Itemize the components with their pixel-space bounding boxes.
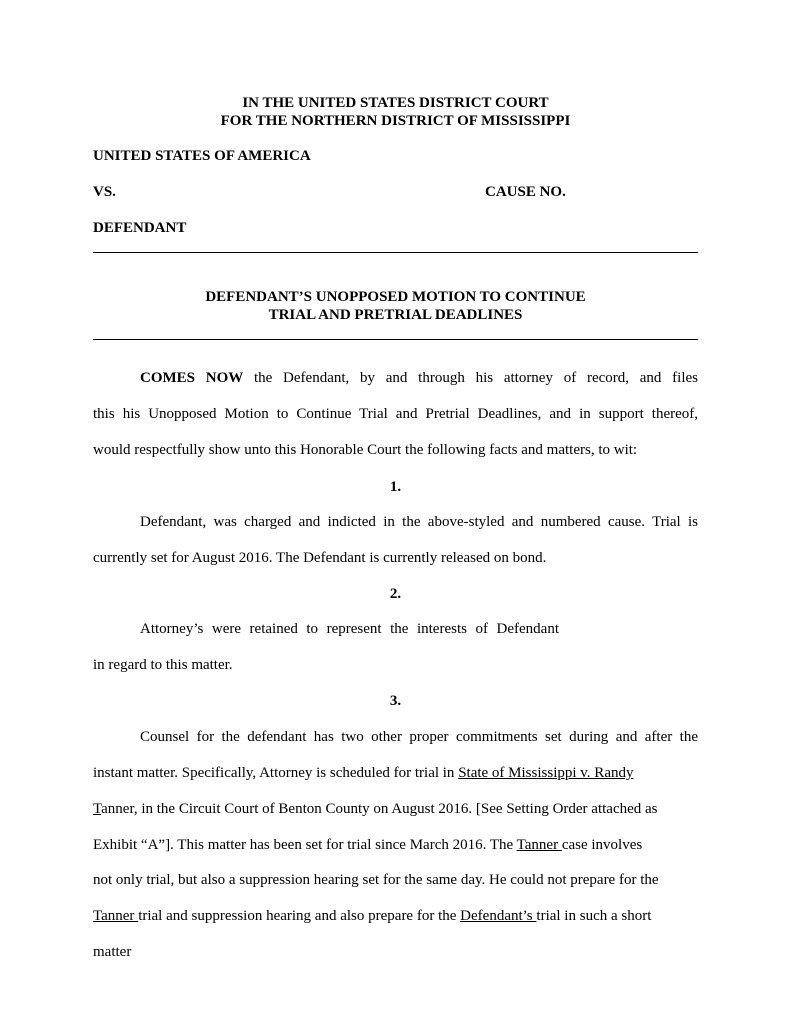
title-divider — [93, 339, 698, 340]
intro-line2: this his Unopposed Motion to Continue Trial and Pretrial Deadlines, and in support thereof, — [93, 406, 698, 422]
versus-label: VS. — [93, 184, 116, 200]
section3-line5: not only trial, but also a suppression hearing set for the same day. He could not prepare for the — [93, 872, 659, 888]
comes-now-lead: COMES NOW — [140, 370, 244, 386]
section3-line3: Tanner, in the Circuit Court of Benton County on August 2016. [See Setting Order attached as — [93, 801, 658, 817]
section-number-2: 2. — [389, 586, 402, 602]
section2-line1: Attorney’s were retained to represent the interests of Defendant — [140, 621, 559, 637]
section1-line1: Defendant, was charged and indicted in the above-styled and numbered cause. Trial is — [140, 514, 698, 530]
plaintiff-name: UNITED STATES OF AMERICA — [93, 148, 311, 164]
section-number-1: 1. — [389, 479, 402, 495]
case-name-tanner: Tanner — [516, 837, 562, 853]
cause-number-label: CAUSE NO. — [485, 184, 566, 200]
section1-line2: currently set for August 2016. The Defendant is currently released on bond. — [93, 550, 547, 566]
motion-title-line2: TRIAL AND PRETRIAL DEADLINES — [268, 307, 523, 323]
section2-line2: in regard to this matter. — [93, 657, 233, 673]
case-citation-state-v-tanner: State of Mississippi v. Randy — [458, 765, 634, 781]
case-name-defendant: Defendant’s — [460, 908, 537, 924]
section-number-3: 3. — [389, 693, 402, 709]
court-heading-line1: IN THE UNITED STATES DISTRICT COURT — [242, 95, 549, 111]
defendant-label: DEFENDANT — [93, 220, 187, 236]
intro-line1: COMES NOW the Defendant, by and through his attorney of record, and files — [140, 370, 698, 386]
court-heading-line2: FOR THE NORTHERN DISTRICT OF MISSISSIPPI — [220, 113, 571, 129]
section3-line1: Counsel for the defendant has two other proper commitments set during and after the — [140, 729, 698, 745]
section3-line6: Tanner trial and suppression hearing and also prepare for the Defendant’s trial in such a short — [93, 908, 652, 924]
motion-title-line1: DEFENDANT’S UNOPPOSED MOTION TO CONTINUE — [205, 289, 586, 305]
intro-line3: would respectfully show unto this Honorable Court the following facts and matters, to wit: — [93, 442, 638, 458]
section3-line2: instant matter. Specifically, Attorney is scheduled for trial in State of Mississippi v. Randy — [93, 765, 634, 781]
caption-divider — [93, 252, 698, 253]
case-name-tanner: Tanner — [93, 908, 139, 924]
section3-line4: Exhibit “A”]. This matter has been set for trial since March 2016. The Tanner case involves — [93, 837, 643, 853]
section3-line7: matter — [93, 944, 132, 960]
